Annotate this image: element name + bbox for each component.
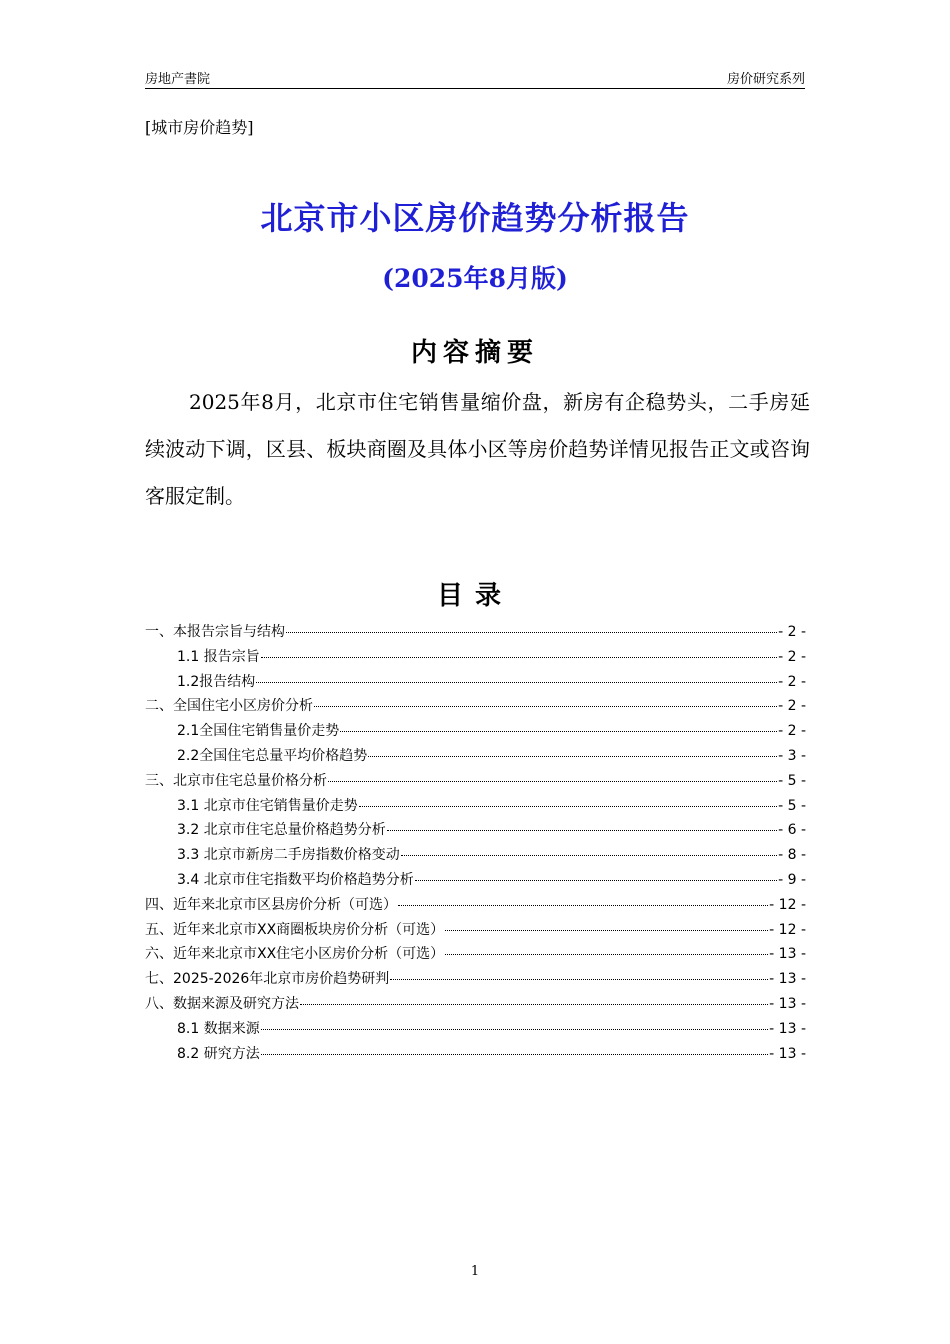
toc-leader-dots <box>261 657 777 658</box>
toc-entry-title: 3.3 北京市新房二手房指数价格变动 <box>177 847 400 864</box>
header-publisher: 房地产書院 <box>145 72 211 87</box>
toc-entry-page: - 2 - <box>778 648 806 665</box>
toc-leader-dots <box>398 905 768 906</box>
toc-leader-dots <box>328 781 777 782</box>
toc-leader-dots <box>256 682 777 683</box>
toc-leader-dots <box>415 880 777 881</box>
toc-leader-dots <box>445 930 768 931</box>
toc-entry-page: - 13 - <box>769 971 806 988</box>
toc-entry-page: - 2 - <box>778 673 806 690</box>
toc-entry-title: 2.2全国住宅总量平均价格趋势 <box>177 747 368 764</box>
toc-entry-page: - 13 - <box>769 1020 806 1037</box>
toc-entry[interactable] <box>145 769 806 794</box>
toc-entry[interactable] <box>145 918 806 943</box>
toc-leader-dots <box>445 954 768 955</box>
toc-entry-title: 8.2 研究方法 <box>177 1045 260 1062</box>
toc-entry-page: - 3 - <box>778 747 806 764</box>
toc-entry-title: 七、2025-2026年北京市房价趋势研判 <box>145 971 390 988</box>
toc-entry-title: 2.1全国住宅销售量价走势 <box>177 723 340 740</box>
toc-entry[interactable] <box>145 992 806 1017</box>
toc-entry-title: 3.2 北京市住宅总量价格趋势分析 <box>177 822 386 839</box>
toc-entry-title: 四、近年来北京市区县房价分析（可选） <box>145 896 397 913</box>
toc-entry-page: - 9 - <box>778 871 806 888</box>
report-edition: (2025年8月版) <box>382 264 568 293</box>
toc-entry-title: 8.1 数据来源 <box>177 1020 260 1037</box>
toc-entry[interactable] <box>145 794 806 819</box>
toc-leader-dots <box>300 1004 768 1005</box>
toc-entry[interactable] <box>145 818 806 843</box>
toc-leader-dots <box>261 1054 768 1055</box>
toc-entry-page: - 8 - <box>778 847 806 864</box>
toc-entry[interactable] <box>145 694 806 719</box>
toc-leader-dots <box>368 756 777 757</box>
toc-entry[interactable] <box>145 620 806 645</box>
toc-leader-dots <box>314 706 777 707</box>
toc-entry[interactable] <box>145 893 806 918</box>
toc-leader-dots <box>387 830 777 831</box>
toc-entry[interactable] <box>145 942 806 967</box>
toc-entry-page: - 12 - <box>769 896 806 913</box>
toc-leader-dots <box>261 1029 768 1030</box>
toc-leader-dots <box>401 855 777 856</box>
toc-entry-page: - 2 - <box>778 723 806 740</box>
toc-entry-title: 1.1 报告宗旨 <box>177 648 260 665</box>
toc-entry[interactable] <box>145 719 806 744</box>
toc-entry-title: 3.4 北京市住宅指数平均价格趋势分析 <box>177 871 414 888</box>
abstract-body: 2025年8月，北京市住宅销售量缩价盘，新房有企稳势头，二手房延续波动下调，区县、板块商圈及具体小区等房价趋势详情见报告正文或咨询客服定制。 <box>145 390 810 508</box>
page-header <box>145 68 805 89</box>
toc-entry-page: - 6 - <box>778 822 806 839</box>
report-title: 北京市小区房价趋势分析报告 <box>260 199 690 237</box>
toc-entry-title: 三、北京市住宅总量价格分析 <box>145 772 327 789</box>
toc-entry-page: - 13 - <box>769 995 806 1012</box>
toc-entry[interactable] <box>145 868 806 893</box>
toc-entry-page: - 2 - <box>778 698 806 715</box>
toc-entry-page: - 2 - <box>778 624 806 640</box>
table-of-contents <box>145 620 806 1066</box>
toc-entry-title: 五、近年来北京市XX商圈板块房价分析（可选） <box>145 921 445 938</box>
toc-entry-title: 一、本报告宗旨与结构 <box>145 624 285 640</box>
toc-entry-title: 3.1 北京市住宅销售量价走势 <box>177 797 358 814</box>
toc-entry-page: - 13 - <box>769 1045 806 1062</box>
toc-entry-title: 六、近年来北京市XX住宅小区房价分析（可选） <box>145 946 445 963</box>
toc-leader-dots <box>340 731 777 732</box>
toc-entry-title: 1.2报告结构 <box>177 673 256 690</box>
header-series: 房价研究系列 <box>726 72 805 87</box>
toc-entry[interactable] <box>145 744 806 769</box>
toc-entry-page: - 12 - <box>769 921 806 938</box>
abstract-heading: 内容摘要 <box>410 338 539 368</box>
toc-entry[interactable] <box>145 670 806 695</box>
toc-entry[interactable] <box>145 843 806 868</box>
page-number: 1 <box>470 1264 480 1279</box>
toc-entry-page: - 5 - <box>778 797 806 814</box>
toc-entry[interactable] <box>145 645 806 670</box>
toc-leader-dots <box>286 632 777 633</box>
toc-entry-title: 二、全国住宅小区房价分析 <box>145 698 313 715</box>
toc-heading: 目录 <box>436 581 513 611</box>
toc-entry-page: - 13 - <box>769 946 806 963</box>
toc-entry-page: - 5 - <box>778 772 806 789</box>
toc-entry[interactable] <box>145 1042 806 1067</box>
toc-entry[interactable] <box>145 967 806 992</box>
toc-leader-dots <box>359 806 777 807</box>
toc-leader-dots <box>390 979 768 980</box>
toc-entry-title: 八、数据来源及研究方法 <box>145 995 299 1012</box>
report-category: [城市房价趋势] <box>145 118 254 137</box>
toc-entry[interactable] <box>145 1017 806 1042</box>
